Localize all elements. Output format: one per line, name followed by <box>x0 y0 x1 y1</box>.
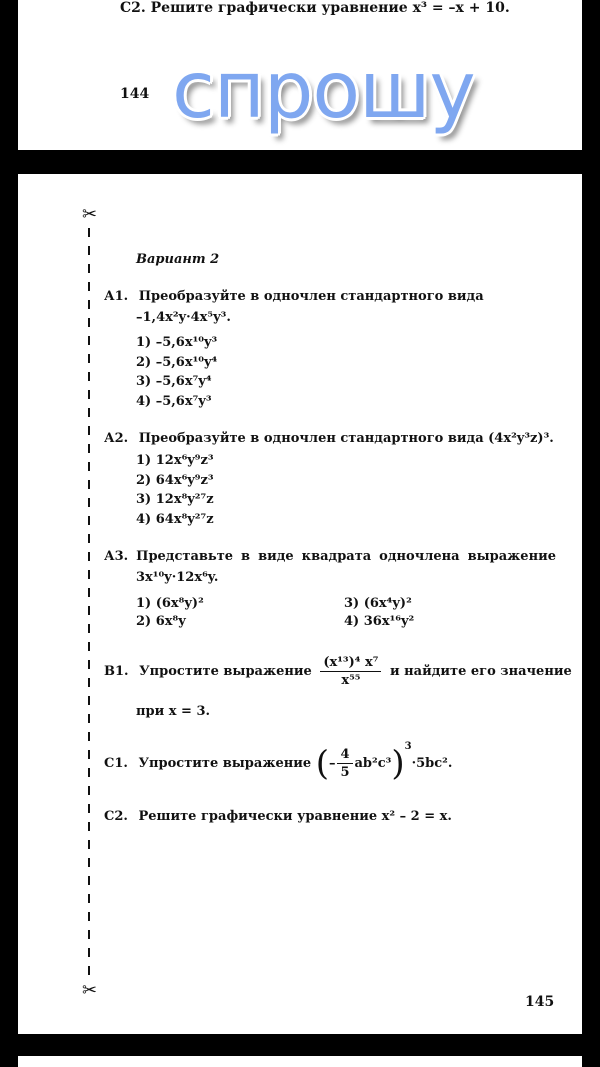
next-page-fragment <box>18 1056 582 1067</box>
task-b1-condition: при x = 3. <box>136 704 211 719</box>
answer-option: 1) (6x⁸y)² <box>136 596 204 611</box>
task-label: C2. <box>120 0 146 16</box>
page-number: 145 <box>525 994 555 1010</box>
task-b1-question <box>104 656 572 687</box>
sticker-overlay-text: спрошу <box>172 46 475 136</box>
answer-option: 4) 64x⁸y²⁷z <box>136 512 214 527</box>
task-label: А2. <box>104 431 129 446</box>
expression-inner: ab²c³ <box>354 756 392 771</box>
fraction-denominator: 5 <box>340 765 350 780</box>
answer-option: 1) 12x⁶y⁹z³ <box>136 453 214 468</box>
task-text: Преобразуйте в одночлен стандартного вида <box>138 289 484 304</box>
fraction-numerator: (x¹³)⁴ x⁷ <box>320 656 381 672</box>
open-paren-glyph: ( <box>315 743 329 784</box>
fraction <box>320 656 381 687</box>
answer-option: 1) –5,6x¹⁰y³ <box>136 335 218 350</box>
expression-power: 3 <box>404 741 412 752</box>
cut-line <box>88 228 90 980</box>
task-label: С2. <box>104 809 128 824</box>
task-label: А1. <box>104 289 129 304</box>
expression-tail: ·5bc². <box>411 756 453 771</box>
task-text: Преобразуйте в одночлен стандартного вида (4x²y³z)³. <box>138 431 554 446</box>
task-a2-question <box>104 431 554 446</box>
fraction-denominator: x⁵⁵ <box>341 673 361 688</box>
answer-option: 4) –5,6x⁷y³ <box>136 394 212 409</box>
answer-option: 3) (6x⁴y)² <box>344 596 412 611</box>
task-c2-previous <box>120 0 510 16</box>
answer-option: 3) 12x⁸y²⁷z <box>136 492 214 507</box>
task-text: Представьте в виде квадрата одночлена выражение <box>136 549 556 564</box>
answer-option: 4) 36x¹⁶y² <box>344 614 415 629</box>
task-label: С1. <box>104 756 128 771</box>
task-label: А3. <box>104 549 129 564</box>
variant-title: Вариант 2 <box>136 252 220 267</box>
task-a1-expression: –1,4x²y·4x⁵y³. <box>136 310 231 325</box>
task-text: и найдите его значение <box>389 664 572 679</box>
task-a3-expression: 3x¹⁰y·12x⁶y. <box>136 570 219 585</box>
task-text: Решите графически уравнение x³ = –x + 10. <box>150 0 510 16</box>
fraction-numerator: 4 <box>337 748 352 764</box>
task-c1-question: С1. Упростите выражение (– $\frac{4}{5}$ ab²c³)$^3$·5bc². <box>104 741 453 784</box>
close-paren-glyph: ) <box>391 743 405 784</box>
task-a3-question <box>104 549 556 564</box>
page-number-top: 144 <box>120 86 150 102</box>
task-a1-question <box>104 289 484 304</box>
fraction <box>337 748 352 779</box>
task-c2-question <box>104 809 452 824</box>
task-text: Решите графически уравнение x² – 2 = x. <box>138 809 452 824</box>
answer-option: 2) 6x⁸y <box>136 614 186 629</box>
answer-option: 3) –5,6x⁷y⁴ <box>136 374 212 389</box>
scissors-icon: ✂ <box>82 204 98 225</box>
answer-option: 2) –5,6x¹⁰y⁴ <box>136 355 218 370</box>
answer-option: 2) 64x⁶y⁹z³ <box>136 473 214 488</box>
scissors-icon: ✂ <box>82 980 98 1001</box>
task-text: Упростите выражение <box>138 756 312 771</box>
task-label: В1. <box>104 664 129 679</box>
task-text: Упростите выражение <box>139 664 312 679</box>
